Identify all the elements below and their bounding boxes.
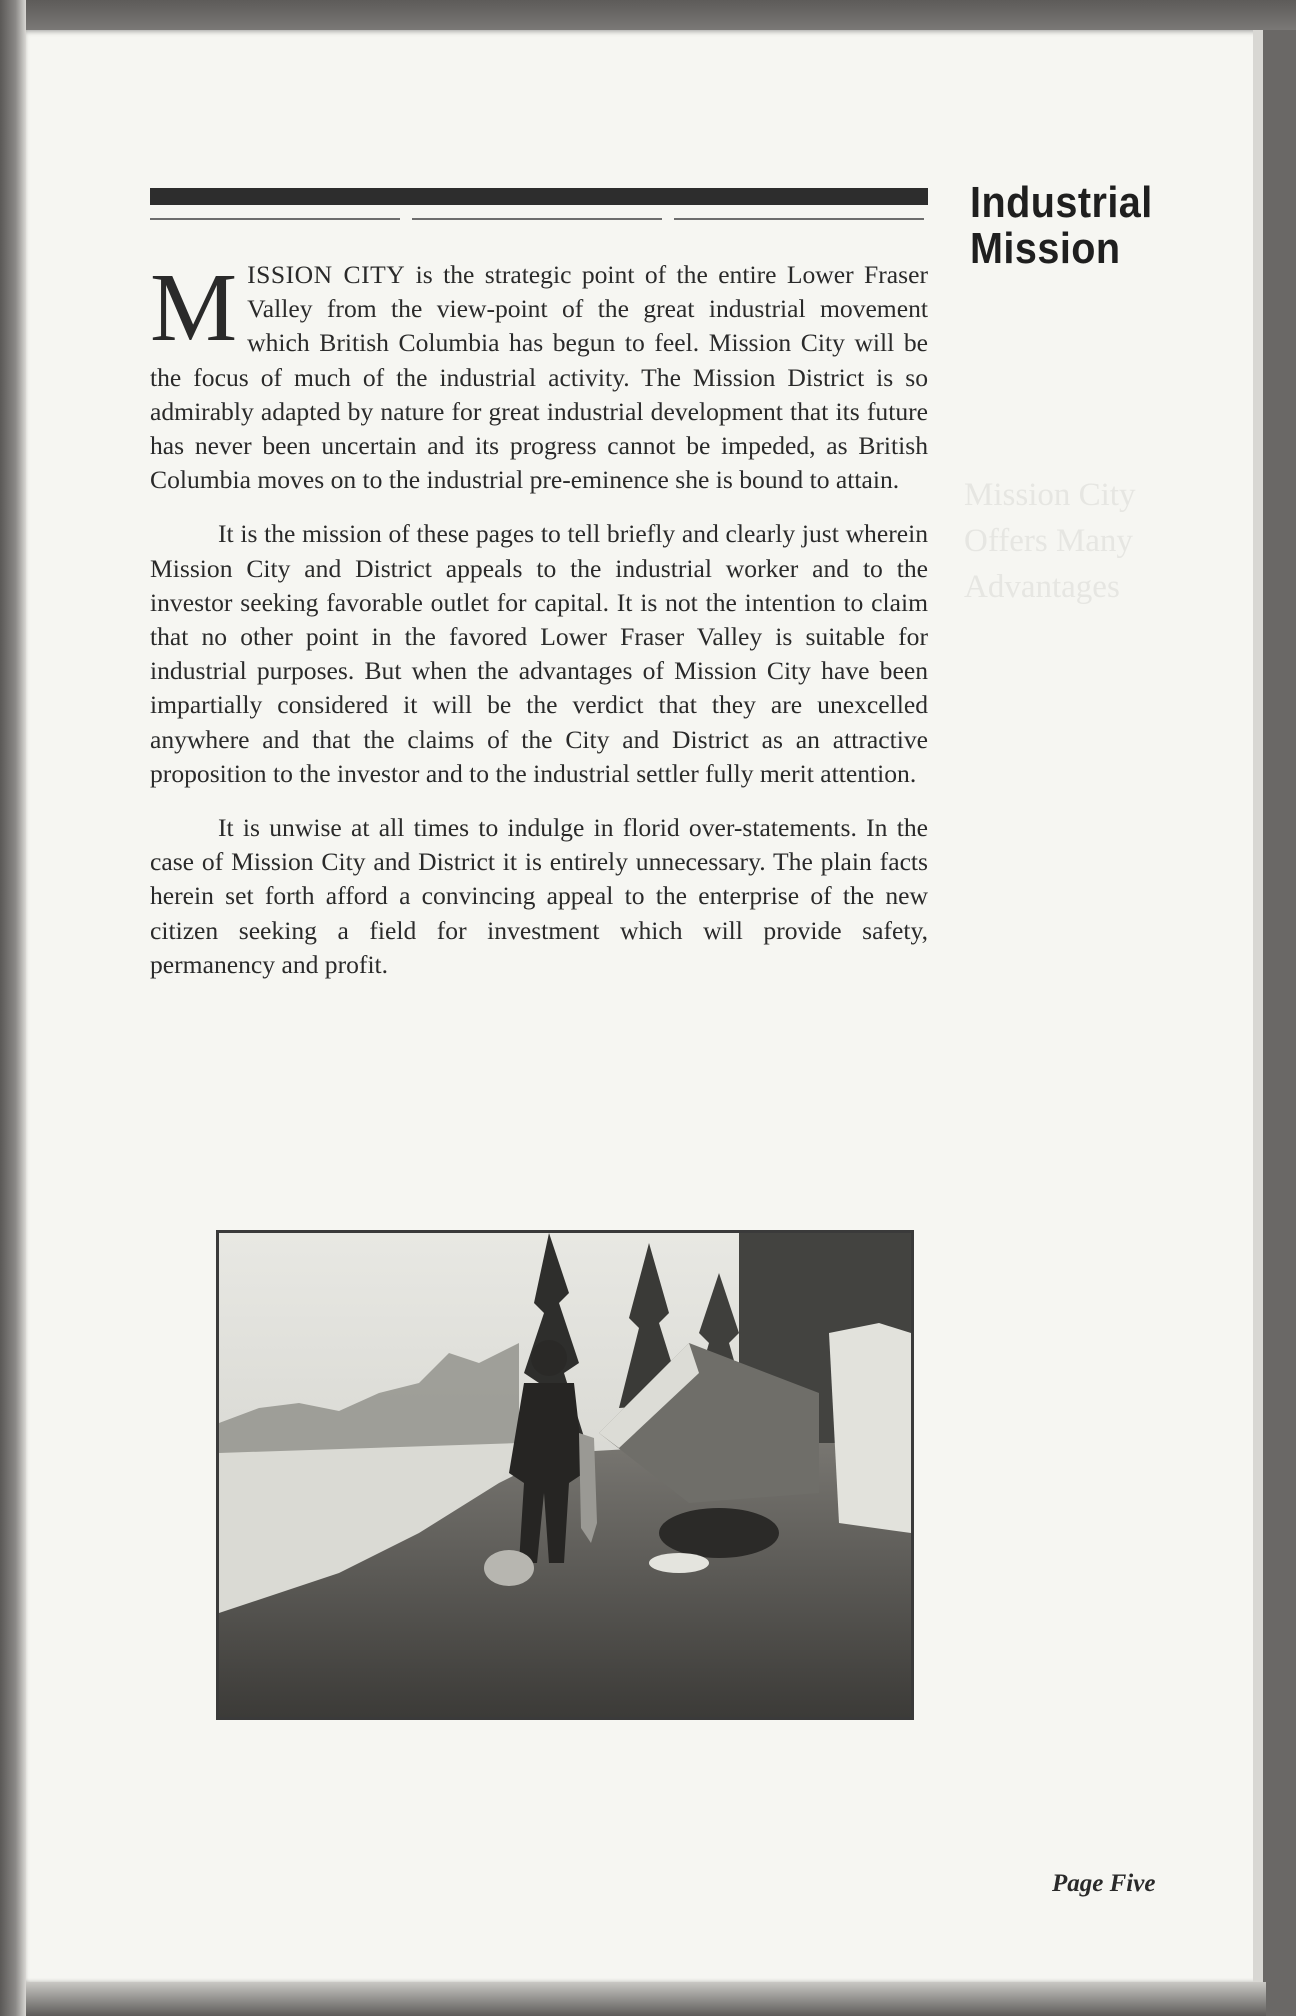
camp-photograph-image <box>219 1233 911 1717</box>
paragraph-1 <box>150 254 928 497</box>
drop-cap: M <box>150 254 238 362</box>
section-title <box>970 180 1177 272</box>
section-title-line-1: Industrial <box>970 178 1153 227</box>
page-number: Page Five <box>1052 1870 1156 1897</box>
header-rule-thick <box>150 188 928 205</box>
article-body <box>150 254 928 1002</box>
paragraph-1-text: is the strategic point of the entire Lower Fraser Valley from the view-point of the great industrial movement which British Columbia has begun to feel. Mission City will be the focus of much of the industrial activity. The Mission District is so admirably adapted by nature for great industrial development that its future has never been uncertain and its progress cannot be impeded, as British Columbia moves on to the industrial pre-eminence she is bound to attain. <box>150 260 928 495</box>
paragraph-3: It is unwise at all times to indulge in florid over-statements. In the case of Mission City and District it is entirely unnecessary. The plain facts herein set forth afford a convincing appeal to the enterprise of the new citizen seeking a field for investment which will provide safety, permanency and profit. <box>150 813 928 979</box>
sidebar-subtitle <box>964 472 1214 610</box>
header-rule-thin <box>150 218 928 220</box>
sidebar-subtitle-line-3: Advantages <box>964 569 1120 605</box>
sidebar-subtitle-line-2: Offers Many <box>964 523 1133 559</box>
section-title-line-2: Mission <box>970 224 1121 273</box>
paragraph-1-lead: ISSION CITY <box>247 260 406 289</box>
paragraph-2: It is the mission of these pages to tell briefly and clearly just wherein Mission City and District appeals to the industrial worker and to the investor seeking favorable outlet for capital. It is not the intention to claim that no other point in the favored Lower Fraser Valley is suitable for industrial purposes. But when the advantages of Mission City have been impartially considered it will be the verdict that they are unexcelled anywhere and that the claims of the City and District as an attractive proposition to the investor and to the industrial settler fully merit attention. <box>150 519 928 788</box>
scan-border-top <box>0 0 1296 30</box>
sidebar-subtitle-line-1: Mission City <box>964 477 1136 513</box>
camp-photograph <box>216 1230 914 1720</box>
page-right-edge <box>1253 30 1263 1990</box>
page-bottom-edge <box>26 1982 1266 2016</box>
page-spine-edge <box>0 0 26 2016</box>
